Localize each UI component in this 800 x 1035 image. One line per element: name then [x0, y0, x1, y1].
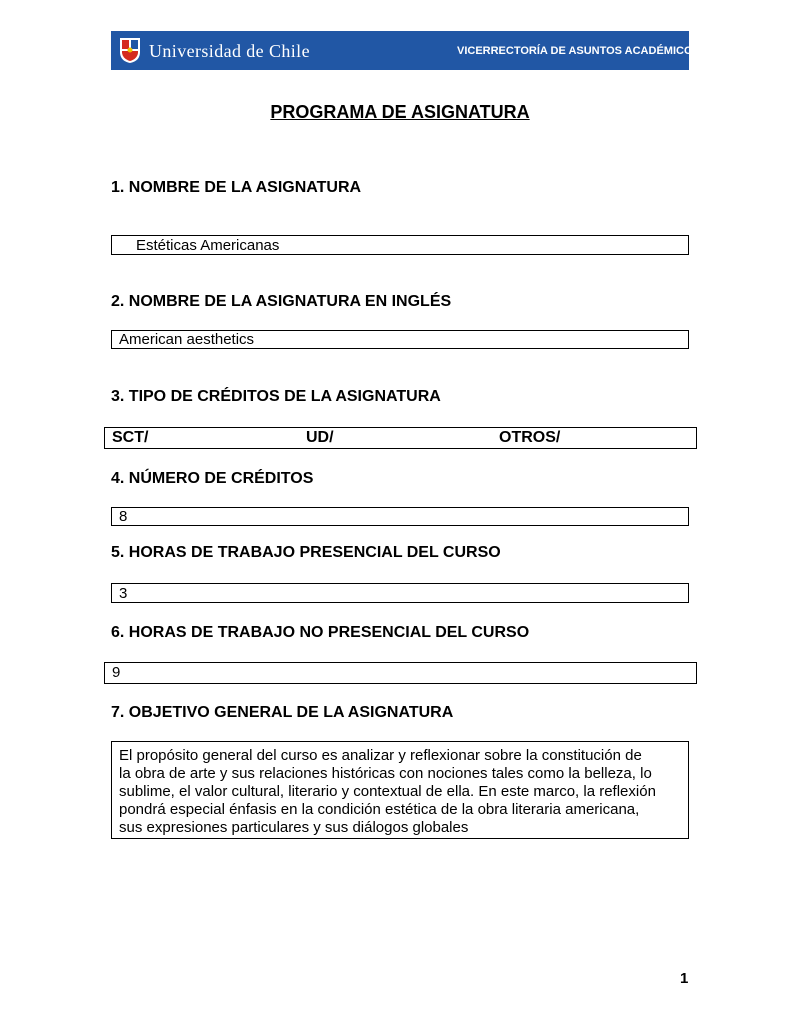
credit-count-box: [111, 507, 689, 526]
section-6-heading: 6. HORAS DE TRABAJO NO PRESENCIAL DEL CURSO: [111, 624, 530, 641]
objective-line: la obra de arte y sus relaciones históricas con nociones tales como la belleza, lo: [119, 765, 652, 782]
section-5-heading: 5. HORAS DE TRABAJO PRESENCIAL DEL CURSO: [111, 544, 501, 561]
objective-box: [111, 741, 689, 839]
credit-type-sct: SCT/: [112, 429, 149, 446]
objective-line: pondrá especial énfasis en la condición estética de la obra literaria americana,: [119, 801, 640, 818]
section-3-heading: 3. TIPO DE CRÉDITOS DE LA ASIGNATURA: [111, 388, 441, 405]
page-number: 1: [680, 970, 689, 987]
course-name-box: [111, 235, 689, 255]
objective-text: [119, 747, 681, 837]
header-banner: [111, 31, 700, 70]
objective-line: El propósito general del curso es analizar y reflexionar sobre la constitución de: [119, 747, 642, 764]
university-crest-icon: [119, 37, 141, 64]
non-presential-hours-box: [104, 662, 697, 684]
objective-line: sus expresiones particulares y sus diálogos globales: [119, 819, 469, 836]
section-7-heading: 7. OBJETIVO GENERAL DE LA ASIGNATURA: [111, 704, 454, 721]
university-name: Universidad de Chile: [149, 41, 310, 61]
page-title: PROGRAMA DE ASIGNATURA: [270, 102, 530, 122]
section-2-heading: 2. NOMBRE DE LA ASIGNATURA EN INGLÉS: [111, 293, 452, 310]
non-presential-hours-value: 9: [112, 664, 121, 681]
section-4-heading: 4. NÚMERO DE CRÉDITOS: [111, 470, 314, 487]
credit-type-otros: OTROS/: [499, 429, 561, 446]
credit-type-ud: UD/: [306, 429, 334, 446]
course-name-value: Estéticas Americanas: [136, 237, 280, 254]
course-name-english-box: [111, 330, 689, 349]
section-1-heading: 1. NOMBRE DE LA ASIGNATURA: [111, 179, 362, 196]
vicerrectoria-label: VICERRECTORÍA DE ASUNTOS ACADÉMICOS: [457, 45, 700, 57]
objective-line: sublime, el valor cultural, literario y contextual de ella. En este marco, la reflexión: [119, 783, 656, 800]
course-name-english-value: American aesthetics: [119, 331, 255, 348]
credit-type-box: [104, 427, 697, 449]
presential-hours-box: [111, 583, 689, 603]
presential-hours-value: 3: [119, 585, 128, 602]
credit-count-value: 8: [119, 508, 128, 525]
